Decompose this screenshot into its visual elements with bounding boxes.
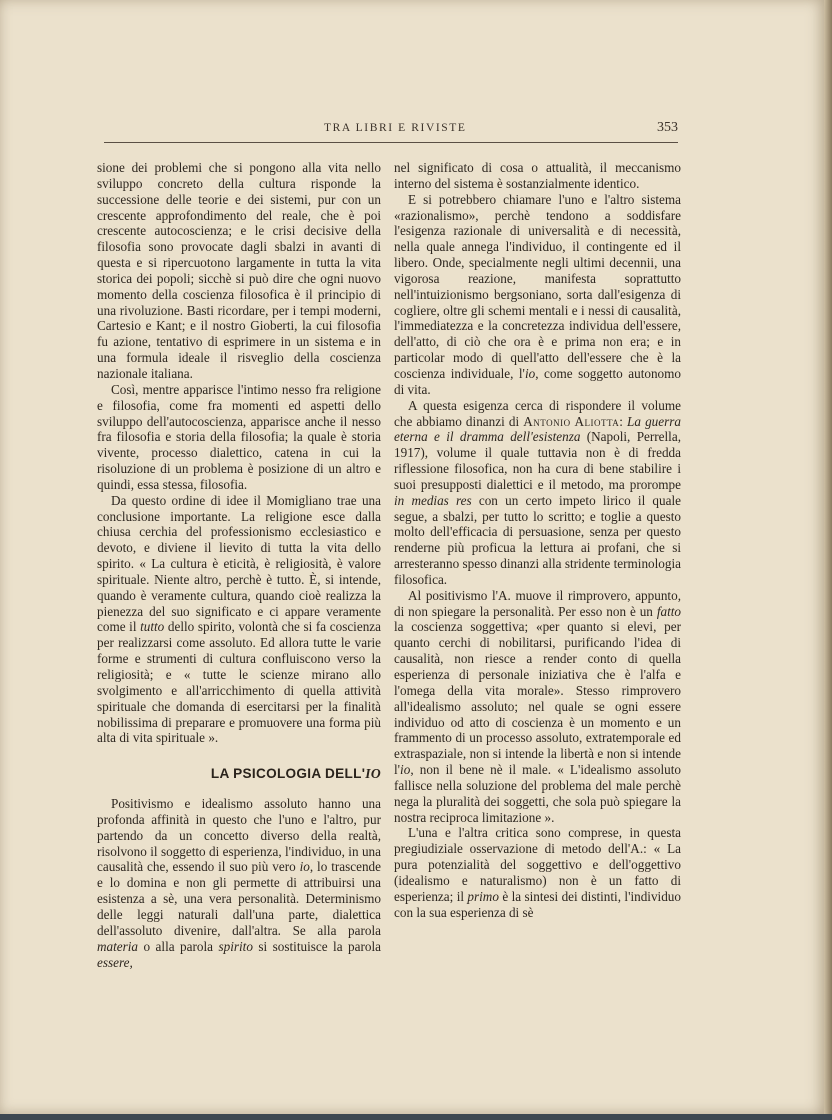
page-number: 353 <box>657 120 678 135</box>
page-header <box>104 118 678 143</box>
paragraph: Così, mentre apparisce l'intimo nesso fra religione e filosofia, come fra momenti ed aspetti dello sviluppo dell'autocoscienza, apparisce anche il nesso fra filosofia e storia della filosofia; la quale è storia vivente, processo dialettico, catena in cui la risoluzione di un problema è posizione di un altro e quindi, essa stessa, filosofia. <box>97 381 381 492</box>
running-head: TRA LIBRI E RIVISTE <box>324 122 467 134</box>
paragraph: E si potrebbero chiamare l'uno e l'altro sistema «razionalismo», perchè tendono a soddisfare l'esigenza razionale di universalità e di necessità, nella quale annega l'individuo, il contingente ed il libero. Onde, specialmente negli ultimi decennii, una vigorosa reazione, manifesta soprattutto nell'intuizionismo bergsoniano, sorta dall'esigenza di cogliere, oltre gli schemi mentali e i nessi di causalità, l'immediatezza e la concretezza individua dell'essere, dell'atto, di ciò che ora è e prima non era; e in particolar modo di quell'atto dell'essere che è la coscienza individuale, l'io, come soggetto autonomo di vita. <box>394 191 681 397</box>
paragraph: Positivismo e idealismo assoluto hanno una profonda affinità in questo che l'uno e l'altro, pur partendo da un concetto diverso della realtà, risolvono il soggetto di esperienza, l'individuo, in una causalità che, essendo il suo più vero io, lo trascende e lo domina e non gli permette di attribuirsi una esistenza a sè, una vera personalità. Determinismo delle leggi naturali dall'una parte, dialettica dell'assoluto divenire, dall'altra. Se alla parola materia o alla parola spirito si sostituisce la parola essere, <box>97 796 381 970</box>
paragraph: A questa esigenza cerca di rispondere il volume che abbiamo dinanzi di Antonio Aliotta: La guerra eterna e il dramma dell'esistenza (Napoli, Perrella, 1917), volume il quale tuttavia non è di fredda riflessione filosofica, non ha cura di bene stabilire i suoi presupposti dialettici e il metodo, ma prorompe in medias res con un certo impeto lirico il quale segue, a sbalzi, per tutto lo scritto; e toglie a questo molto dell'efficacia di persuasione, senza per questo renderne più proficua la lettura ai profani, che si arresteranno spesso dinanzi alla stridente terminologia filosofica. <box>394 397 681 587</box>
book-title: La guerra eterna e il dramma dell'esistenza <box>394 413 681 445</box>
author-name: Antonio Aliotta <box>523 413 620 429</box>
right-column <box>394 160 681 921</box>
page-edge <box>824 0 832 1120</box>
paragraph: sione dei problemi che si pongono alla vita nello sviluppo concreto della cultura risponde la successione delle teorie e dei sistemi, pur con un crescente approfondimento del reale, che è poi crescente autocoscienza; e le crisi decisive della filosofia sono provocate dagli sbalzi in avanti di questa e si ripercuotono largamente in tutta la vita storica dei popoli; sicchè si può dire che ogni nuovo momento della coscienza filosofica è il principio di una rivoluzione. Basti ricordare, per i tempi moderni, Cartesio e Kant; e il nostro Gioberti, la cui filosofia fu azione, tentativo di esprimere in un sistema e in una formula ideale il risveglio della coscienza nazionale italiana. <box>97 160 381 381</box>
section-heading: LA PSICOLOGIA DELL'IO <box>210 766 381 782</box>
paragraph: nel significato di cosa o attualità, il meccanismo interno del sistema è sostanzialmente identico. <box>394 160 681 191</box>
background-strip <box>0 1114 832 1120</box>
paragraph: Al positivismo l'A. muove il rimprovero, appunto, di non spiegare la personalità. Per esso non è un fatto la coscienza soggettiva; «per quanto si elevi, per quanto cerchi di nobilitarsi, purificando l'idea di causalità, non riesce a render conto di quella esperienza di personale iniziativa che è l'alfa e l'omega della vita morale». Stesso rimprovero all'idealismo assoluto; nel quale se ogni essere individuo od atto di coscienza è un momento e un frammento di un processo assoluto, extratemporale ed extraspaziale, non si intende la libertà e non si intende l'io, non il bene nè il male. « L'idealismo assoluto fallisce nella soluzione del problema del male perchè nega la pluralità dei soggetti, che sola può spiegare la nostra reciproca limitazione ». <box>394 587 681 825</box>
paragraph: L'una e l'altra critica sono comprese, in questa pregiudiziale osservazione di metodo dell'A.: « La pura potenzialità del soggettivo e dell'oggettivo (idealismo e naturalismo) non è un fatto di esperienza; il primo è la sintesi dei distinti, l'individuo con la sua esperienza di sè <box>394 825 681 920</box>
paragraph: Da questo ordine di idee il Momigliano trae una conclusione importante. La religione esce dalla chiusa cerchia del professionismo ecclesiastico e devoto, e diviene il lievito di tutta la vita dello spirito. « La cultura è eticità, è religiosità, è valore spirituale. Niente altro, perchè è tutto. È, si intende, quando è veramente cultura, quando cioè realizza la pienezza del suo significato e ci appare veramente come il tutto dello spirito, volontà che si fa coscienza per realizzarsi come assoluto. Ed allora tutte le varie forme e strumenti di cultura confluiscono verso la religiosità; e « tutte le scienze mirano allo svolgimento e all'arricchimento di quella attività spirituale che domanda di esercitarsi per la finalità nobilissima di preparare e promuovere una forma più alta di vita spirituale ». <box>97 492 382 746</box>
left-column <box>97 160 381 970</box>
